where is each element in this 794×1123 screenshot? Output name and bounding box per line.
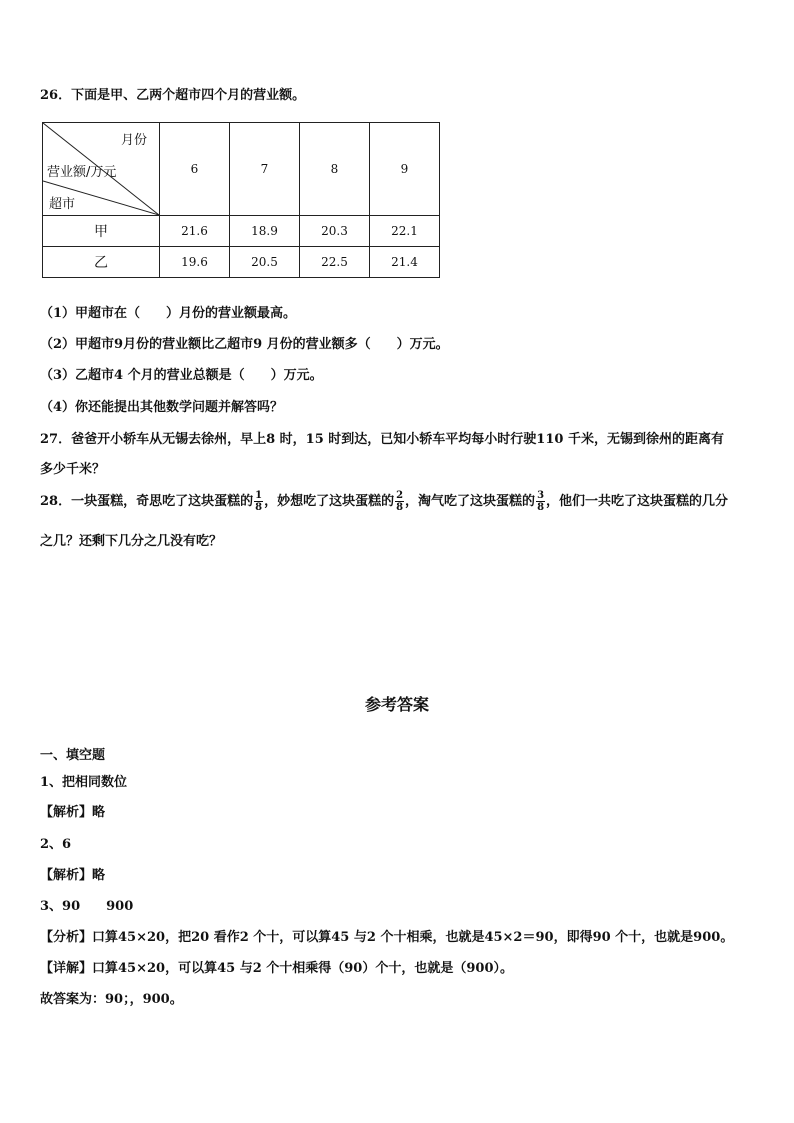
q28-part3: ，淘气吃了这块蛋糕的 (405, 494, 536, 509)
header-label-supermarket: 超市 (49, 197, 76, 212)
answer-2: 2、6 (40, 837, 72, 852)
answer-3-analysis: 【分析】口算45×20，把20 看作2 个十，可以算45 与2 个十相乘，也就是45×2＝90，即得90 个十，也就是900。 (40, 930, 734, 945)
table-cell: 18.9 (230, 216, 300, 247)
month-header: 8 (300, 123, 370, 216)
answer-1: 1、把相同数位 (40, 775, 128, 790)
q27-line2: 多少千米？ (40, 462, 106, 477)
table-cell: 21.6 (160, 216, 230, 247)
fraction-numerator: 3 (537, 490, 545, 501)
answer-1-note: 【解析】略 (40, 805, 106, 820)
table-cell: 20.5 (230, 247, 300, 278)
table-cell: 20.3 (300, 216, 370, 247)
table-cell: 22.5 (300, 247, 370, 278)
table-header-diagonal-cell (43, 123, 160, 216)
sales-table (42, 122, 440, 278)
q26-intro: 26．下面是甲、乙两个超市四个月的营业额。 (40, 88, 306, 103)
answers-title: 参考答案 (364, 695, 429, 714)
month-header: 7 (230, 123, 300, 216)
q28-part1: 28．一块蛋糕，奇思吃了这块蛋糕的 (40, 494, 254, 509)
month-header: 9 (370, 123, 440, 216)
answer-3-final: 故答案为：90；，900。 (40, 992, 183, 1007)
fraction-1-8 (254, 490, 263, 513)
q26-sub1: （1）甲超市在（ ）月份的营业额最高。 (40, 306, 297, 321)
answers-section-heading: 一、填空题 (40, 748, 106, 763)
fraction-numerator: 1 (255, 490, 263, 501)
row-label-jia: 甲 (43, 216, 160, 247)
fraction-3-8 (536, 490, 545, 513)
q26-sub2: （2）甲超市9月份的营业额比乙超市9 月份的营业额多（ ）万元。 (40, 337, 449, 352)
fraction-denominator: 8 (255, 502, 263, 513)
q28-line1 (40, 490, 728, 513)
answer-2-note: 【解析】略 (40, 868, 106, 883)
q28-part2: ，妙想吃了这块蛋糕的 (264, 494, 395, 509)
q28-line2: 之几？还剩下几分之几没有吃？ (40, 534, 223, 549)
q26-sub4: （4）你还能提出其他数学问题并解答吗？ (40, 400, 284, 415)
q28-part4: ，他们一共吃了这块蛋糕的几分 (546, 494, 729, 509)
table-cell: 21.4 (370, 247, 440, 278)
q26-sub3: （3）乙超市4 个月的营业总额是（ ）万元。 (40, 368, 323, 383)
month-header: 6 (160, 123, 230, 216)
fraction-denominator: 8 (537, 502, 545, 513)
answer-3-detail: 【详解】口算45×20，可以算45 与2 个十相乘得（90）个十，也就是（900）。 (40, 961, 513, 976)
answer-3: 3、90 900 (40, 899, 134, 914)
header-label-revenue: 营业额/万元 (47, 165, 117, 180)
table-cell: 19.6 (160, 247, 230, 278)
fraction-2-8 (395, 490, 404, 513)
q27-line1: 27．爸爸开小轿车从无锡去徐州，早上8 时，15 时到达，已知小轿车平均每小时行驶110 千米，无锡到徐州的距离有 (40, 432, 724, 447)
table-row (43, 247, 440, 278)
table-cell: 22.1 (370, 216, 440, 247)
table-row (43, 216, 440, 247)
fraction-numerator: 2 (396, 490, 404, 501)
fraction-denominator: 8 (396, 502, 404, 513)
row-label-yi: 乙 (43, 247, 160, 278)
header-label-month: 月份 (121, 133, 148, 148)
